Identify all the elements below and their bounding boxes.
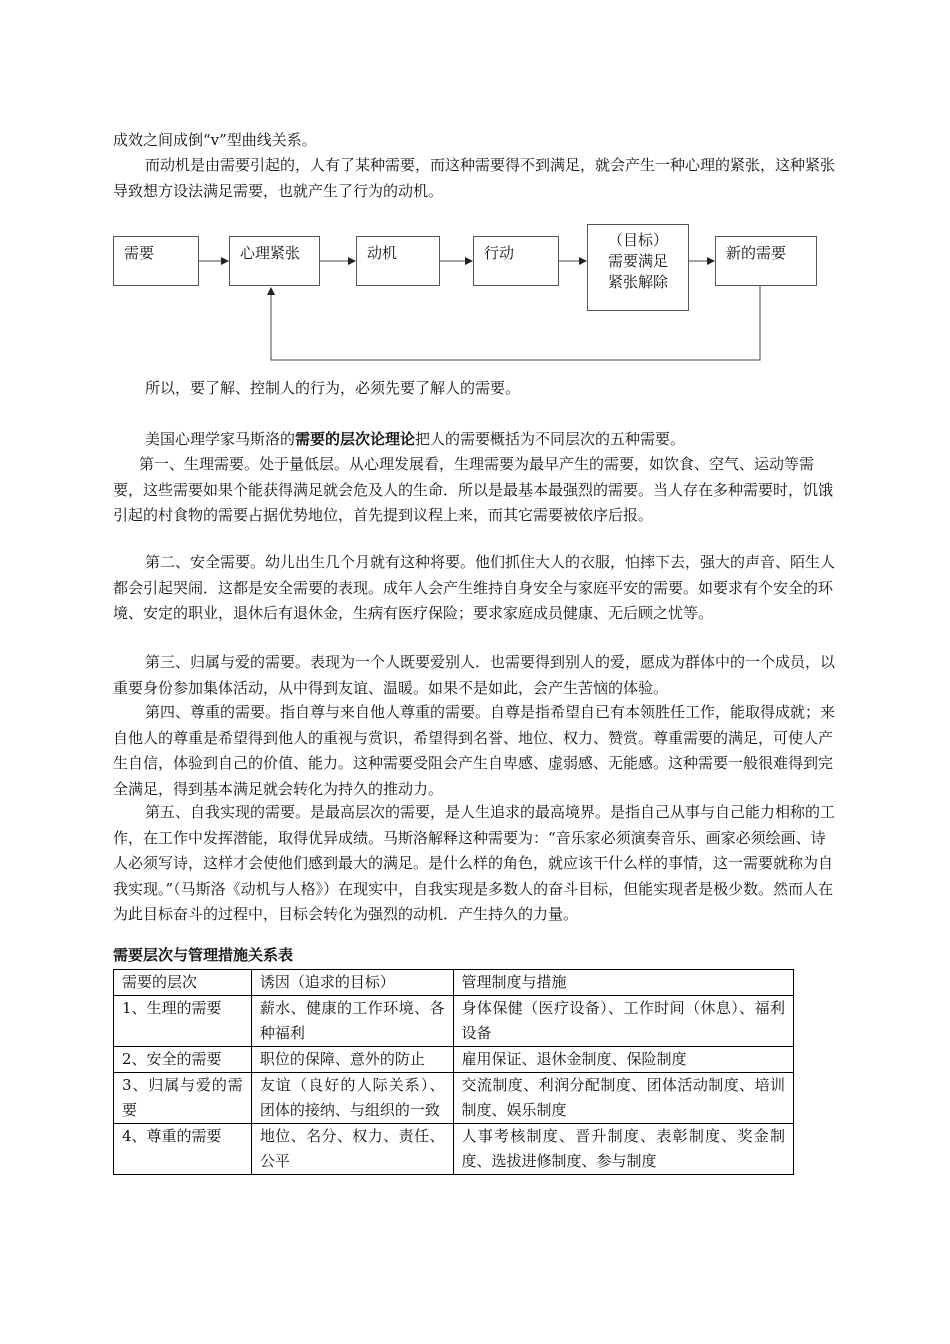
table-title: 需要层次与管理措施关系表 xyxy=(113,946,294,964)
table-header-cell: 管理制度与措施 xyxy=(453,970,793,996)
table-header-cell: 诱因（追求的目标） xyxy=(251,970,453,996)
table-row xyxy=(114,996,794,1047)
table-cell: 交流制度、利润分配制度、团体活动制度、培训制度、娱乐制度 xyxy=(453,1073,793,1124)
table-cell: 职位的保障、意外的防止 xyxy=(251,1047,453,1073)
table-cell: 友谊（良好的人际关系）、团体的接纳、与组织的一致 xyxy=(251,1073,453,1124)
table-cell: 薪水、健康的工作环境、各种福利 xyxy=(251,996,453,1047)
flow-box-motive: 动机 xyxy=(356,236,440,286)
table-cell: 人事考核制度、晋升制度、表彰制度、奖金制度、选拔进修制度、参与制度 xyxy=(453,1124,793,1175)
intro-line: 成效之间成倒“v”型曲线关系。 xyxy=(113,131,317,149)
table-cell: 2、安全的需要 xyxy=(114,1047,252,1073)
need-safety: 第二、安全需要。幼儿出生几个月就有这种将要。他们抓住大人的衣服，怕摔下去，强大的声音、陌生人都会引起哭闹．这都是安全需要的表现。成年人会产生维持自身安全与家庭平安的需要。如要求有个安全的环境、安定的职业，退休后有退休金，生病有医疗保险；要求家庭成员健康、无后顾之忧等。 xyxy=(113,553,836,622)
table-row xyxy=(114,1073,794,1124)
table-cell: 雇用保证、退休金制度、保险制度 xyxy=(453,1047,793,1073)
motive-paragraph: 而动机是由需要引起的，人有了某种需要，而这种需要得不到满足，就会产生一种心理的紧张，这种紧张导致想方设法满足需要，也就产生了行为的动机。 xyxy=(113,156,836,200)
table-cell: 地位、名分、权力、责任、公平 xyxy=(251,1124,453,1175)
table-row xyxy=(114,1047,794,1073)
flow-box-new-need: 新的需要 xyxy=(715,236,817,286)
flow-box-need: 需要 xyxy=(113,236,199,286)
table-cell: 身体保健（医疗设备）、工作时间（休息）、福利设备 xyxy=(453,996,793,1047)
maslow-intro-pre: 美国心理学家马斯洛的 xyxy=(145,430,296,448)
need-esteem: 第四、尊重的需要。指自尊与来自他人尊重的需要。自尊是指希望自已有本领胜任工作，能取得成就；来自他人的尊重是希望得到他人的重视与赏识，希望得到名誉、地位、权力、赞赏。尊重需要的满足，可使人产生自信，体验到自己的价值、能力。这种需要受阻会产生自卑感、虚弱感、无能感。这种需要一般很难得到完全满足，得到基本满足就会转化为持久的推动力。 xyxy=(113,703,836,798)
table-header-row xyxy=(114,970,794,996)
conclusion-line: 所以，要了解、控制人的行为，必须先要了解人的需要。 xyxy=(145,379,521,397)
table-cell: 4、尊重的需要 xyxy=(114,1124,252,1175)
flow-box-goal: （目标） 需要满足 紧张解除 xyxy=(587,224,689,311)
need-belonging: 第三、归属与爱的需要。表现为一个人既要爱别人．也需要得到别人的爱，愿成为群体中的一个成员，以重要身份参加集体活动，从中得到友谊、温暖。如果不是如此，会产生苦恼的体验。 xyxy=(113,653,836,697)
flow-box-action: 行动 xyxy=(473,236,559,286)
table-header-cell: 需要的层次 xyxy=(114,970,252,996)
maslow-theory-term: 需要的层次论理论 xyxy=(295,430,416,448)
flow-box-tension: 心理紧张 xyxy=(229,236,320,286)
flow-connectors xyxy=(0,0,950,380)
needs-management-table xyxy=(113,969,794,1175)
maslow-intro xyxy=(113,427,835,453)
need-physiological: 第一、生理需要。处于量低层。从心理发展看，生理需要为最早产生的需要，如饮食、空气、运动等需要，这些需要如果个能获得满足就会危及人的生命．所以是最基本最强烈的需要。当人存在多种需要时，饥饿引起的村食物的需要占据优势地位，首先提到议程上来，而其它需要被依序后报。 xyxy=(113,455,834,524)
table-row xyxy=(114,1124,794,1175)
need-self-actualization: 第五、自我实现的需要。是最高层次的需要，是人生追求的最高境界。是指自己从事与自己能力相称的工作，在工作中发挥潜能，取得优异成绩。马斯洛解释这种需要为：“音乐家必须演奏音乐、画家必须绘画、诗人必须写诗，这样才会使他们感到最大的满足。是什么样的角色，就应该干什么样的事情，这一需要就称为自我实现。”（马斯洛《动机与人格》）在现实中，自我实现是多数人的奋斗目标，但能实现者是极少数。然而人在为此目标奋斗的过程中，目标会转化为强烈的动机．产生持久的力量。 xyxy=(113,803,836,923)
table-cell: 3、归属与爱的需要 xyxy=(114,1073,252,1124)
table-cell: 1、生理的需要 xyxy=(114,996,252,1047)
maslow-intro-post: 把人的需要概括为不同层次的五种需要。 xyxy=(415,430,686,448)
